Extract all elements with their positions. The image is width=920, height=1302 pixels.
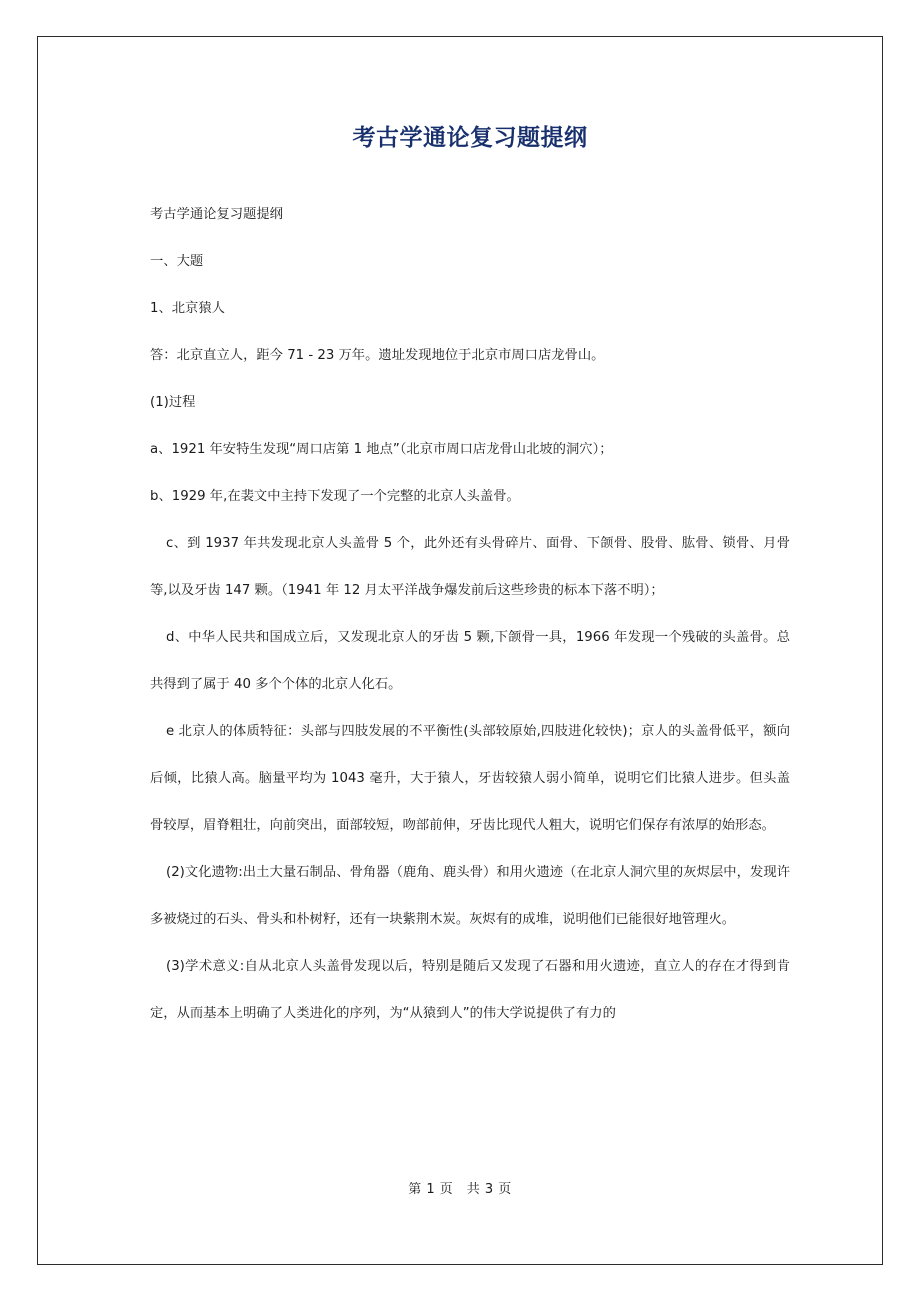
paragraph: (1)过程	[150, 394, 196, 410]
paragraph: (3)学术意义:自从北京人头盖骨发现以后，特别是随后又发现了石器和用火遗迹，直立人的存在才得到肯定，从而基本上明确了人类进化的序列，为“从猿到人”的伟大学说提供了有力的	[150, 958, 790, 1021]
paragraph: 1、北京猿人	[150, 300, 225, 316]
paragraph: b、1929 年,在裴文中主持下发现了一个完整的北京人头盖骨。	[150, 488, 520, 504]
document-body	[150, 191, 790, 1037]
paragraph: (2)文化遗物:出土大量石制品、骨角器（鹿角、鹿头骨）和用火遗迹（在北京人洞穴里的灰烬层中，发现许多被烧过的石头、骨头和朴树籽，还有一块紫荆木炭。灰烬有的成堆，说明他们已能很好地管理火。	[150, 864, 790, 927]
paragraph: 考古学通论复习题提纲	[150, 206, 283, 222]
document-content	[150, 36, 790, 1037]
page-footer: 第 1 页 共 3 页	[408, 1182, 512, 1197]
paragraph: a、1921 年安特生发现“周口店第 1 地点”（北京市周口店龙骨山北坡的洞穴）；	[150, 441, 613, 457]
paragraph: c、到 1937 年共发现北京人头盖骨 5 个，此外还有头骨碎片、面骨、下颌骨、股骨、肱骨、锁骨、月骨等,以及牙齿 147 颗。（1941 年 12 月太平洋战争爆发前后这些珍贵的标本下落不明）；	[150, 535, 791, 598]
paragraph: e 北京人的体质特征：头部与四肢发展的不平衡性(头部较原始,四肢进化较快)；京人的头盖骨低平，额向后倾，比猿人高。脑量平均为 1043 毫升，大于猿人，牙齿较猿人弱小简单，说明它们比猿人进步。但头盖骨较厚，眉脊粗壮，向前突出，面部较短，吻部前伸，牙齿比现代人粗大，说明它们保存有浓厚的始形态。	[150, 723, 790, 833]
paragraph: 答：北京直立人，距今 71 - 23 万年。遗址发现地位于北京市周口店龙骨山。	[150, 347, 605, 363]
paragraph: 一、大题	[150, 253, 204, 269]
paragraph: d、中华人民共和国成立后，又发现北京人的牙齿 5 颗,下颌骨一具，1966 年发现一个残破的头盖骨。总共得到了属于 40 多个个体的北京人化石。	[150, 629, 790, 692]
page-title: 考古学通论复习题提纲	[352, 125, 588, 151]
